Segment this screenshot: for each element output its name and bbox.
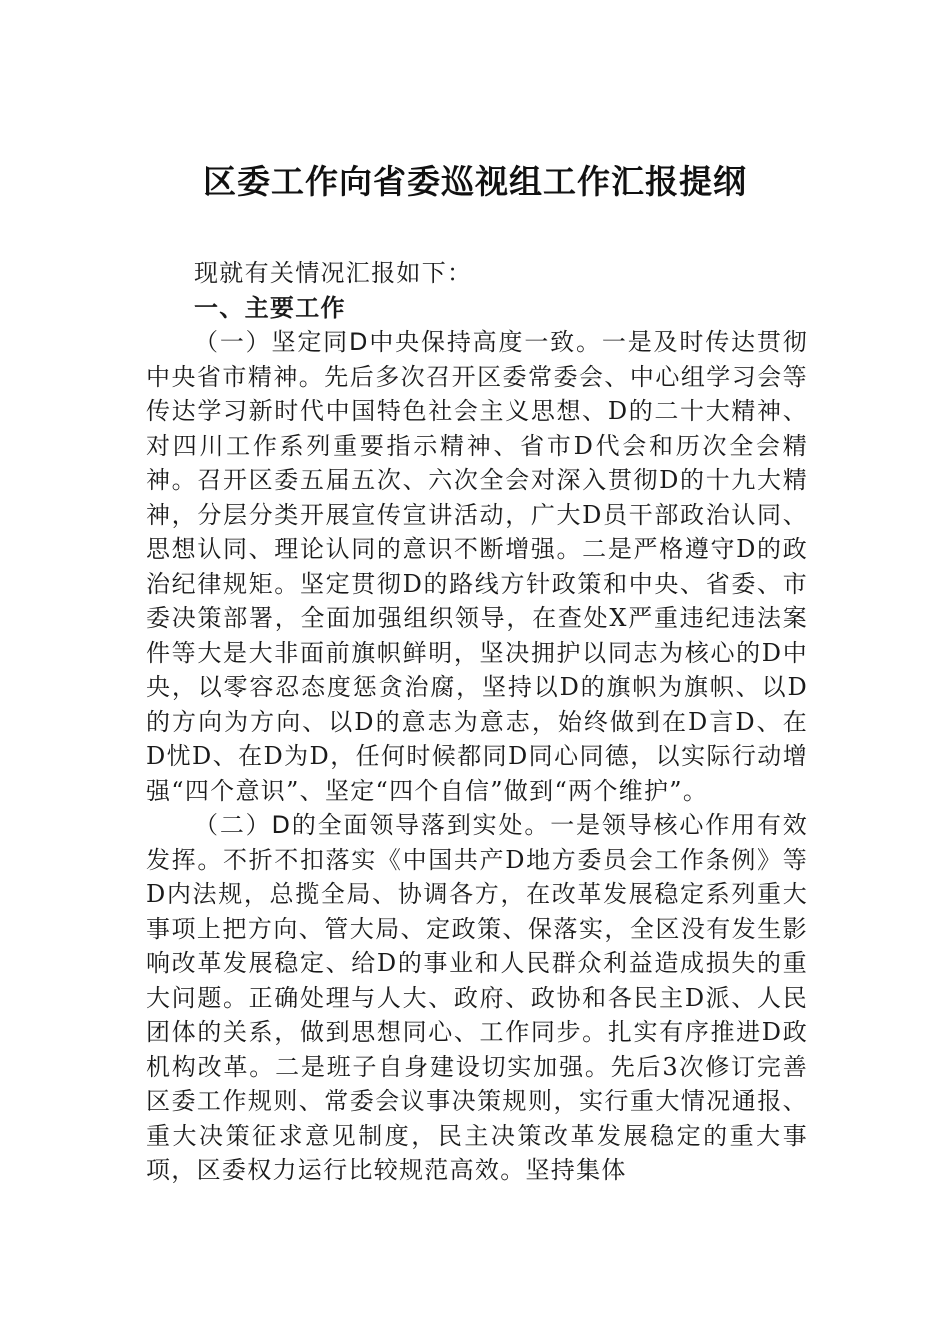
- subsection-1-body: 一是及时传达贯彻中央省市精神。先后多次召开区委常委会、中心组学习会等传达学习新时代中国特色社会主义思想、D的二十大精神、对四川工作系列重要指示精神、省市D代会和历次全会精神。召开区委五届五次、六次全会对深入贯彻D的十九大精神，分层分类开展宣传宣讲活动，广大D员干部政治认同、思想认同、理论认同的意识不断增强。二是严格遵守D的政治纪律规矩。坚定贯彻D的路线方针政策和中央、省委、市委决策部署，全面加强组织领导，在查处X严重违纪违法案件等大是大非面前旗帜鲜明，坚决拥护以同志为核心的D中央，以零容忍态度惩贪治腐，坚持以D的旗帜为旗帜、以D的方向为方向、以D的意志为意志，始终做到在D言D、在D忧D、在D为D，任何时候都同D同心同德，以实际行动增强“四个意识”、坚定“四个自信”做到“两个维护”。: [146, 328, 809, 805]
- document-body: [146, 256, 808, 1188]
- subsection-2-paragraph: [146, 808, 808, 1188]
- subsection-2-lead: （二）D的全面领导落到实处。: [194, 811, 551, 839]
- section-heading-main-work: 一、主要工作: [194, 293, 346, 322]
- document-title: 区委工作向省委巡视组工作汇报提纲: [203, 162, 747, 201]
- subsection-2-body: 一是领导核心作用有效发挥。不折不扣落实《中国共产D地方委员会工作条例》等D内法规，总揽全局、协调各方，在改革发展稳定系列重大事项上把方向、管大局、定政策、保落实，全区没有发生影响改革发展稳定、给D的事业和人民群众利益造成损失的重大问题。正确处理与人大、政府、政协和各民主D派、人民团体的关系，做到思想同心、工作同步。扎实有序推进D政机构改革。二是班子自身建设切实加强。先后3次修订完善区委工作规则、常委会议事决策规则，实行重大情况通报、重大决策征求意见制度，民主决策改革发展稳定的重大事项，区委权力运行比较规范高效。坚持集体: [146, 811, 809, 1184]
- intro-paragraph: 现就有关情况汇报如下：: [194, 259, 473, 287]
- subsection-1-paragraph: [146, 325, 808, 808]
- subsection-1-lead: （一）坚定同D中央保持高度一致。: [194, 328, 602, 356]
